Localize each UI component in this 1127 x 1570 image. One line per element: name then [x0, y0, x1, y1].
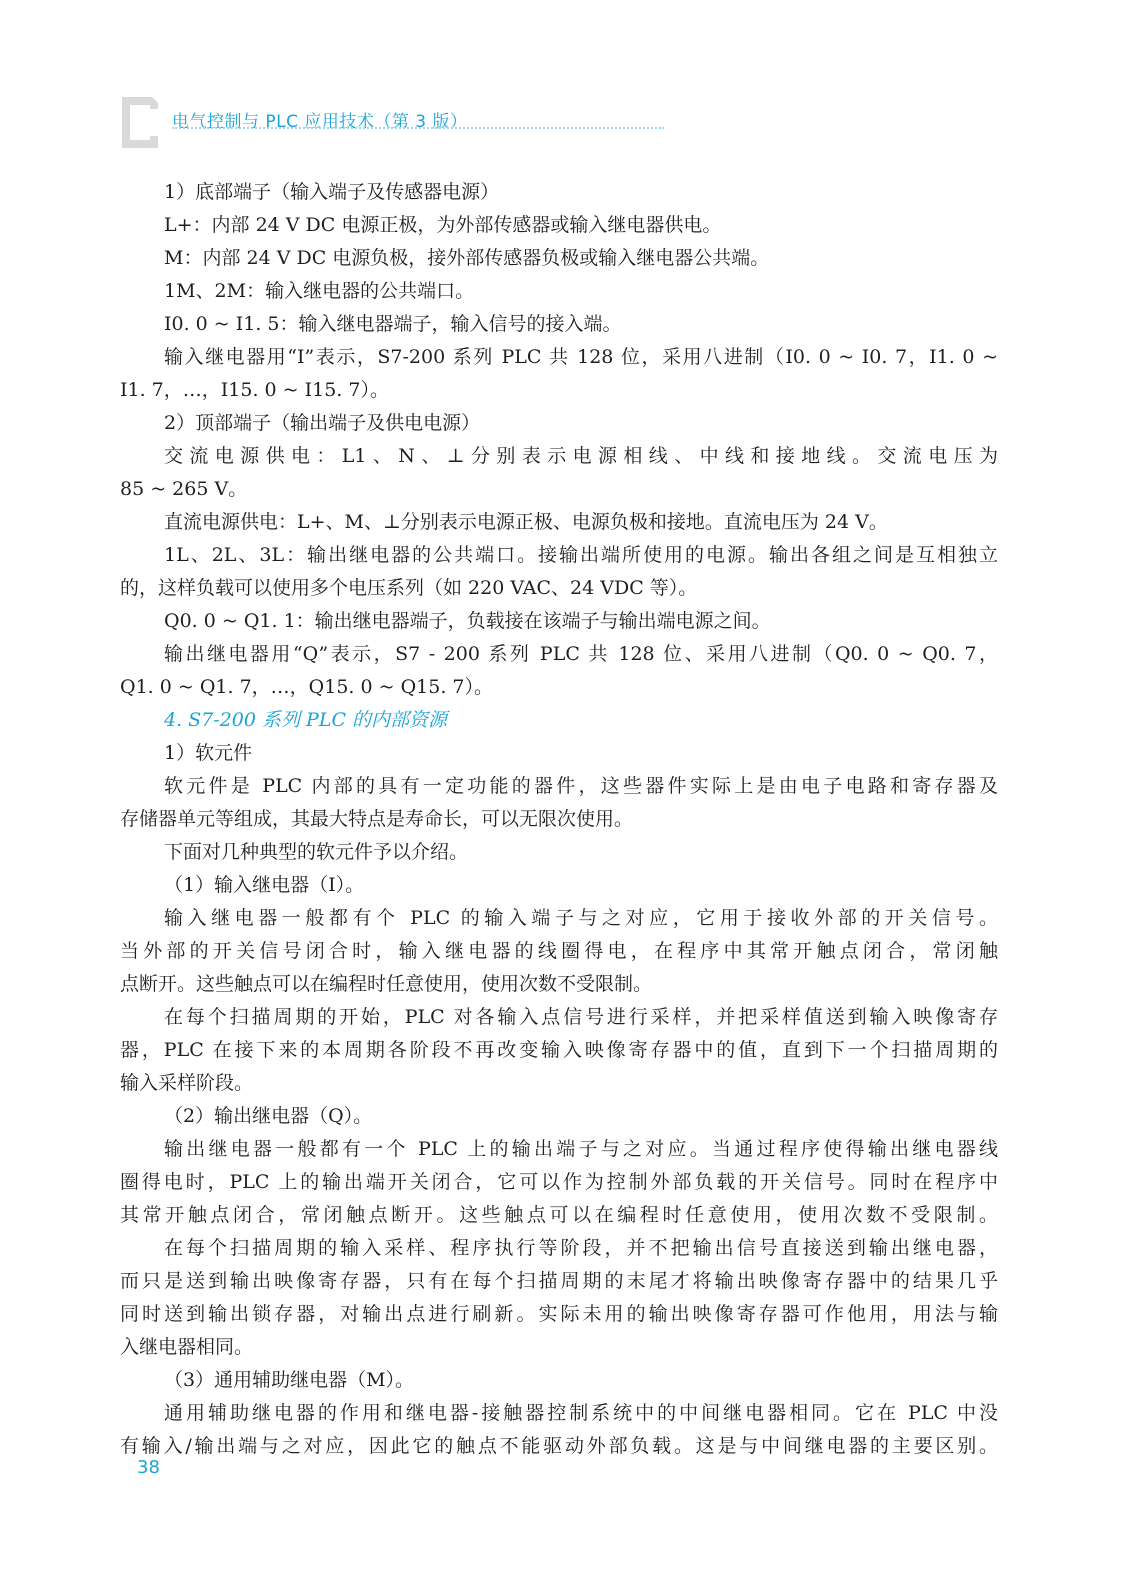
subheading: （1）输入继电器（I）。 [164, 874, 365, 896]
paragraph-line: 圈得电时，PLC 上的输出端开关闭合，它可以作为控制外部负载的开关信号。同时在程序中 [120, 1171, 998, 1193]
paragraph-line: 交流电源供电：L1、N、⊥分别表示电源相线、中线和接地线。交流电压为 [164, 445, 998, 467]
subheading: （2）输出继电器（Q）。 [164, 1105, 373, 1127]
running-header [120, 95, 550, 155]
subheading: （3）通用辅助继电器（M）。 [164, 1369, 415, 1391]
paragraph-line: 输入继电器用“I”表示，S7-200 系列 PLC 共 128 位，采用八进制（I0. 0 ~ I0. 7，I1. 0 ~ [164, 346, 998, 368]
paragraph-line: 1M、2M：输入继电器的公共端口。 [164, 280, 475, 302]
paragraph-line: 当外部的开关信号闭合时，输入继电器的线圈得电，在程序中其常开触点闭合，常闭触 [120, 940, 998, 962]
subheading: 1）底部端子（输入端子及传感器电源） [164, 181, 500, 203]
page-number: 38 [137, 1457, 160, 1478]
header-bracket-icon [120, 95, 160, 150]
paragraph-line: 其常开触点闭合，常闭触点断开。这些触点可以在编程时任意使用，使用次数不受限制。 [120, 1204, 998, 1226]
paragraph-line: 有输入/输出端与之对应，因此它的触点不能驱动外部负载。这是与中间继电器的主要区别。 [120, 1435, 998, 1457]
paragraph-line: 存储器单元等组成，其最大特点是寿命长，可以无限次使用。 [120, 808, 634, 830]
paragraph-line: I0. 0 ~ I1. 5：输入继电器端子，输入信号的接入端。 [164, 313, 622, 335]
book-title: 电气控制与 PLC 应用技术（第 3 版） [172, 112, 468, 132]
paragraph-line: 而只是送到输出映像寄存器，只有在每个扫描周期的末尾才将输出映像寄存器中的结果几乎 [120, 1270, 998, 1292]
paragraph-line: 输入采样阶段。 [120, 1072, 254, 1094]
paragraph-line: Q0. 0 ~ Q1. 1：输出继电器端子，负载接在该端子与输出端电源之间。 [164, 610, 771, 632]
paragraph-line: 输出继电器用“Q”表示，S7 - 200 系列 PLC 共 128 位、采用八进制（Q0. 0 ~ Q0. 7， [164, 643, 998, 665]
paragraph-line: 1L、2L、3L：输出继电器的公共端口。接输出端所使用的电源。输出各组之间是互相独立 [164, 544, 998, 566]
paragraph-line: 在每个扫描周期的输入采样、程序执行等阶段，并不把输出信号直接送到输出继电器， [164, 1237, 998, 1259]
paragraph-line: 在每个扫描周期的开始，PLC 对各输入点信号进行采样，并把采样值送到输入映像寄存 [164, 1006, 998, 1028]
subheading: 1）软元件 [164, 742, 253, 764]
paragraph-line: 器，PLC 在接下来的本周期各阶段不再改变输入映像寄存器中的值，直到下一个扫描周期的 [120, 1039, 998, 1061]
paragraph-line: 软元件是 PLC 内部的具有一定功能的器件，这些器件实际上是由电子电路和寄存器及 [164, 775, 998, 797]
paragraph-line: 通用辅助继电器的作用和继电器-接触器控制系统中的中间继电器相同。它在 PLC 中没 [164, 1402, 998, 1424]
paragraph-line: 输出继电器一般都有一个 PLC 上的输出端子与之对应。当通过程序使得输出继电器线 [164, 1138, 998, 1160]
paragraph-line: 输入继电器一般都有个 PLC 的输入端子与之对应，它用于接收外部的开关信号。 [164, 907, 998, 929]
paragraph-line: 同时送到输出锁存器，对输出点进行刷新。实际未用的输出映像寄存器可作他用，用法与输 [120, 1303, 998, 1325]
section-heading: 4. S7-200 系列 PLC 的内部资源 [164, 709, 448, 731]
subheading: 2）顶部端子（输出端子及供电电源） [164, 412, 481, 434]
paragraph-line: L+：内部 24 V DC 电源正极，为外部传感器或输入继电器供电。 [164, 214, 722, 236]
paragraph-line: 85 ~ 265 V。 [120, 478, 248, 500]
header-dotted-rule [172, 127, 664, 129]
paragraph-line: 下面对几种典型的软元件予以介绍。 [164, 841, 469, 863]
paragraph-line: 入继电器相同。 [120, 1336, 254, 1358]
paragraph-line: 的，这样负载可以使用多个电压系列（如 220 VAC、24 VDC 等）。 [120, 577, 698, 599]
paragraph-line: 直流电源供电：L+、M、⊥分别表示电源正极、电源负极和接地。直流电压为 24 V。 [164, 511, 888, 533]
paragraph-line: I1. 7，…，I15. 0 ~ I15. 7）。 [120, 379, 389, 401]
paragraph-line: Q1. 0 ~ Q1. 7，…，Q15. 0 ~ Q15. 7）。 [120, 676, 494, 698]
paragraph-line: M：内部 24 V DC 电源负极，接外部传感器负极或输入继电器公共端。 [164, 247, 770, 269]
paragraph-line: 点断开。这些触点可以在编程时任意使用，使用次数不受限制。 [120, 973, 653, 995]
